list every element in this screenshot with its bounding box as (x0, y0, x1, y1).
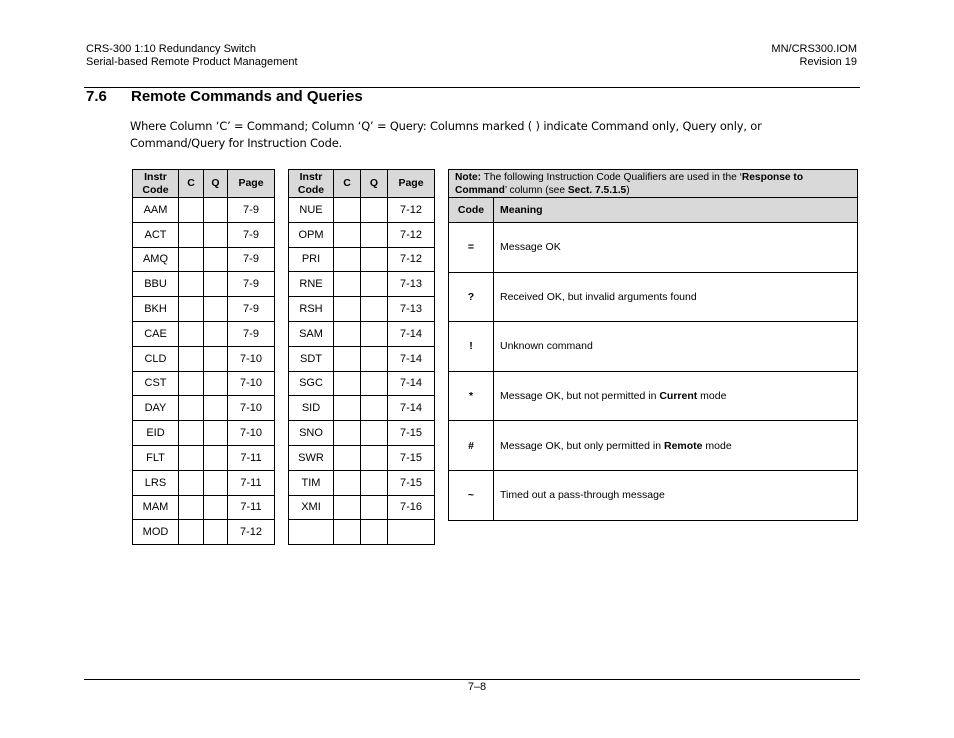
page-cell: 7-14 (388, 396, 435, 421)
command-row (133, 396, 275, 421)
instr-code-cell: AMQ (133, 247, 179, 272)
q-cell (204, 198, 228, 223)
instr-code-cell: EID (133, 421, 179, 446)
instr-code-cell (289, 520, 334, 545)
command-row (289, 321, 435, 346)
page-cell: 7-10 (228, 346, 275, 371)
command-row (289, 396, 435, 421)
q-cell (204, 421, 228, 446)
q-cell (204, 495, 228, 520)
qualifier-header (449, 198, 858, 223)
qualifier-row (449, 421, 858, 471)
command-table-1 (132, 169, 275, 545)
page-number: 7–8 (467, 681, 487, 693)
c-cell (334, 445, 361, 470)
c-cell (334, 346, 361, 371)
instr-code-cell: MAM (133, 495, 179, 520)
instr-code-cell: TIM (289, 470, 334, 495)
command-row (133, 198, 275, 223)
command-row (133, 445, 275, 470)
instr-code-cell: SID (289, 396, 334, 421)
c-cell (179, 396, 204, 421)
page-cell: 7-14 (388, 371, 435, 396)
qualifier-table (448, 169, 858, 521)
command-row (133, 321, 275, 346)
page-cell: 7-16 (388, 495, 435, 520)
qualifier-row (449, 322, 858, 372)
q-cell (204, 247, 228, 272)
command-row (133, 520, 275, 545)
c-cell (334, 520, 361, 545)
qualifier-code: ! (449, 322, 494, 372)
qualifier-code: = (449, 223, 494, 273)
instr-code-cell: NUE (289, 198, 334, 223)
qualifier-meaning: Unknown command (494, 322, 858, 372)
header-doc-number: MN/CRS300.IOM (771, 43, 857, 55)
command-row (289, 495, 435, 520)
code-header: Code (449, 198, 494, 223)
footer-rule (84, 679, 860, 680)
instr-code-cell: CAE (133, 321, 179, 346)
c-cell (334, 396, 361, 421)
q-cell (361, 297, 388, 322)
c-cell (179, 371, 204, 396)
page-cell: 7-12 (388, 222, 435, 247)
command-row (289, 520, 435, 545)
section-title: Remote Commands and Queries (131, 88, 363, 105)
c-header: C (179, 170, 204, 198)
c-cell (334, 321, 361, 346)
instr-code-cell: BKH (133, 297, 179, 322)
q-header: Q (204, 170, 228, 198)
q-cell (204, 297, 228, 322)
qualifier-row (449, 272, 858, 322)
instr-code-header: Instr Code (289, 170, 334, 198)
command-row (133, 222, 275, 247)
page-cell: 7-10 (228, 421, 275, 446)
command-row (289, 272, 435, 297)
qualifier-row (449, 470, 858, 520)
page-cell: 7-14 (388, 321, 435, 346)
command-row (289, 371, 435, 396)
qualifier-code: # (449, 421, 494, 471)
instr-code-cell: SAM (289, 321, 334, 346)
command-row (133, 346, 275, 371)
instr-code-cell: CLD (133, 346, 179, 371)
c-header: C (334, 170, 361, 198)
page-cell: 7-11 (228, 445, 275, 470)
page-cell: 7-11 (228, 495, 275, 520)
q-cell (361, 396, 388, 421)
page-header: Page (388, 170, 435, 198)
qualifier-meaning: Received OK, but invalid arguments found (494, 272, 858, 322)
meaning-header: Meaning (494, 198, 858, 223)
qualifier-row (449, 371, 858, 421)
page-cell: 7-13 (388, 272, 435, 297)
instr-code-cell: PRI (289, 247, 334, 272)
instr-code-cell: OPM (289, 222, 334, 247)
instr-code-cell: RNE (289, 272, 334, 297)
instr-code-cell: FLT (133, 445, 179, 470)
q-cell (361, 470, 388, 495)
page-cell: 7-11 (228, 470, 275, 495)
command-row (133, 272, 275, 297)
q-cell (204, 470, 228, 495)
page-cell: 7-14 (388, 346, 435, 371)
q-cell (361, 495, 388, 520)
q-cell (204, 396, 228, 421)
page-cell: 7-9 (228, 247, 275, 272)
instr-code-cell: SWR (289, 445, 334, 470)
q-cell (204, 371, 228, 396)
page-cell: 7-13 (388, 297, 435, 322)
instr-code-cell: BBU (133, 272, 179, 297)
page-cell: 7-12 (228, 520, 275, 545)
command-table-header (289, 170, 435, 198)
page-cell: 7-9 (228, 272, 275, 297)
c-cell (179, 421, 204, 446)
command-row (289, 346, 435, 371)
page-cell: 7-10 (228, 371, 275, 396)
qualifier-row (449, 223, 858, 273)
q-cell (361, 421, 388, 446)
qualifier-meaning: Message OK, but only permitted in Remote mode (494, 421, 858, 471)
page-cell: 7-9 (228, 222, 275, 247)
q-cell (361, 247, 388, 272)
instr-code-cell: ACT (133, 222, 179, 247)
header-product: CRS-300 1:10 Redundancy Switch (86, 43, 256, 55)
header-revision: Revision 19 (799, 56, 857, 68)
q-cell (361, 346, 388, 371)
page-cell: 7-15 (388, 445, 435, 470)
instr-code-cell: AAM (133, 198, 179, 223)
c-cell (179, 346, 204, 371)
command-row (133, 297, 275, 322)
page-cell: 7-9 (228, 198, 275, 223)
instr-code-cell: RSH (289, 297, 334, 322)
header-subtitle: Serial-based Remote Product Management (86, 56, 298, 68)
instr-code-cell: CST (133, 371, 179, 396)
command-table-2 (288, 169, 435, 545)
page-header: Page (228, 170, 275, 198)
c-cell (334, 495, 361, 520)
q-cell (361, 321, 388, 346)
command-row (289, 470, 435, 495)
qualifier-code: ? (449, 272, 494, 322)
qualifier-meaning: Message OK, but not permitted in Current mode (494, 371, 858, 421)
q-cell (204, 520, 228, 545)
q-cell (204, 346, 228, 371)
intro-paragraph: Where Column ‘C’ = Command; Column ‘Q’ = Query: Columns marked ( ) indicate Command only, Query only, or Command/Query for Instruction Code. (130, 119, 762, 150)
instr-code-cell: SNO (289, 421, 334, 446)
q-header: Q (361, 170, 388, 198)
q-cell (361, 222, 388, 247)
q-cell (361, 371, 388, 396)
instr-code-cell: LRS (133, 470, 179, 495)
page-cell: 7-9 (228, 321, 275, 346)
c-cell (334, 247, 361, 272)
instr-code-cell: MOD (133, 520, 179, 545)
command-table-header (133, 170, 275, 198)
page-cell (388, 520, 435, 545)
c-cell (179, 445, 204, 470)
q-cell (204, 321, 228, 346)
instr-code-cell: SGC (289, 371, 334, 396)
command-row (289, 421, 435, 446)
command-row (289, 297, 435, 322)
command-row (133, 495, 275, 520)
command-row (289, 222, 435, 247)
page-cell: 7-10 (228, 396, 275, 421)
c-cell (179, 520, 204, 545)
page-cell: 7-9 (228, 297, 275, 322)
c-cell (334, 222, 361, 247)
command-row (289, 247, 435, 272)
header-right (771, 43, 857, 69)
command-row (133, 371, 275, 396)
qualifier-code: * (449, 371, 494, 421)
instr-code-cell: XMI (289, 495, 334, 520)
page-cell: 7-12 (388, 198, 435, 223)
qualifier-meaning: Message OK (494, 223, 858, 273)
c-cell (334, 272, 361, 297)
page-cell: 7-12 (388, 247, 435, 272)
q-cell (204, 222, 228, 247)
c-cell (334, 470, 361, 495)
q-cell (361, 198, 388, 223)
c-cell (334, 421, 361, 446)
instr-code-cell: DAY (133, 396, 179, 421)
c-cell (334, 198, 361, 223)
c-cell (179, 198, 204, 223)
qualifier-meaning: Timed out a pass-through message (494, 470, 858, 520)
c-cell (334, 371, 361, 396)
c-cell (179, 297, 204, 322)
qualifier-note: Note: The following Instruction Code Qualifiers are used in the ‘Response to Command’ column (see Sect. 7.5.1.5) (449, 170, 858, 198)
command-row (133, 470, 275, 495)
command-row (289, 445, 435, 470)
c-cell (179, 222, 204, 247)
q-cell (361, 520, 388, 545)
q-cell (361, 272, 388, 297)
command-row (133, 247, 275, 272)
header-left (86, 43, 298, 69)
instr-code-header: Instr Code (133, 170, 179, 198)
c-cell (179, 321, 204, 346)
page-cell: 7-15 (388, 470, 435, 495)
section-number: 7.6 (86, 88, 107, 105)
c-cell (179, 470, 204, 495)
q-cell (204, 272, 228, 297)
page-cell: 7-15 (388, 421, 435, 446)
command-row (289, 198, 435, 223)
qualifier-code: ~ (449, 470, 494, 520)
c-cell (179, 272, 204, 297)
c-cell (179, 247, 204, 272)
c-cell (334, 297, 361, 322)
q-cell (204, 445, 228, 470)
instr-code-cell: SDT (289, 346, 334, 371)
command-row (133, 421, 275, 446)
c-cell (179, 495, 204, 520)
q-cell (361, 445, 388, 470)
